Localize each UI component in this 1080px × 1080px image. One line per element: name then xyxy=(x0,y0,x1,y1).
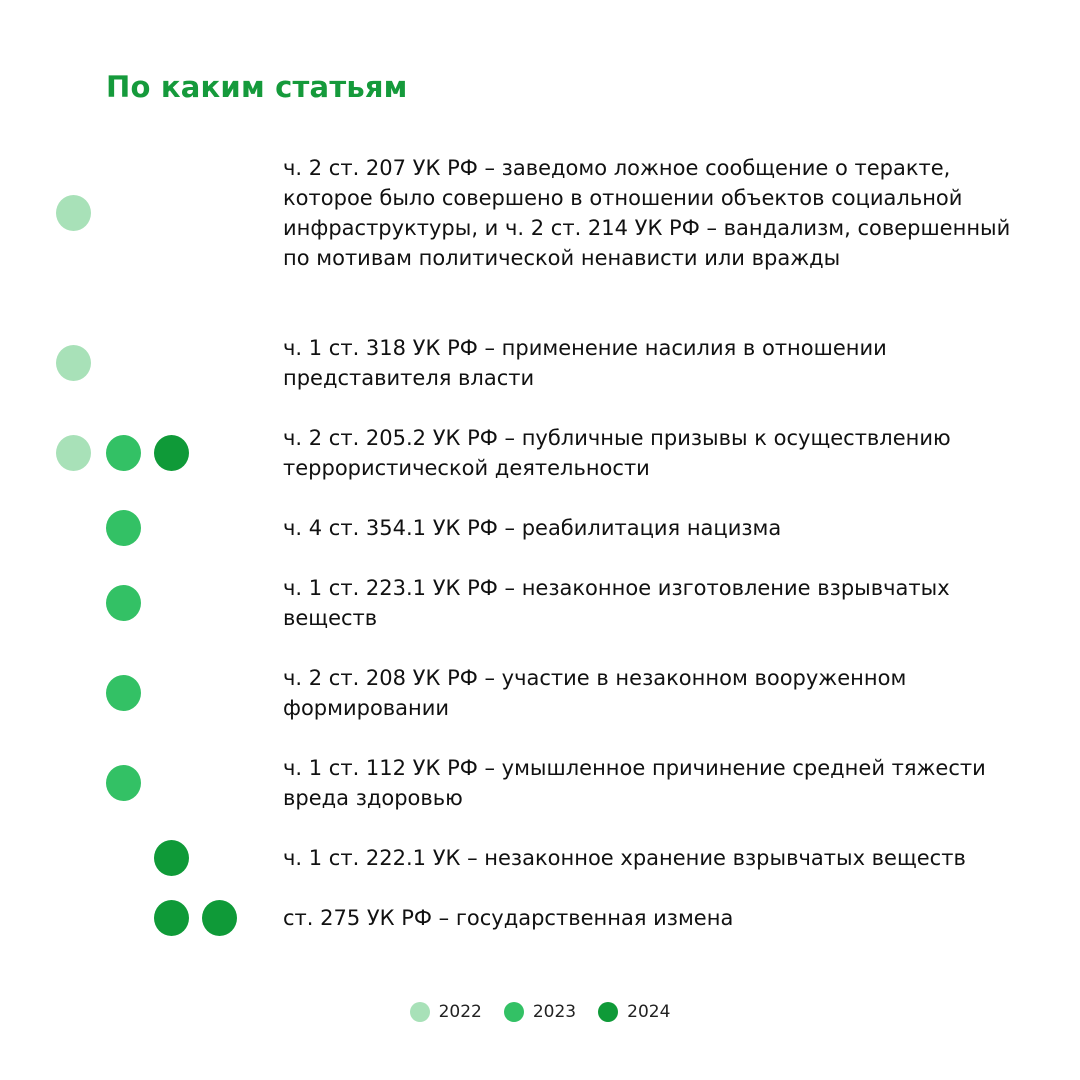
year-dots xyxy=(0,423,260,483)
dot-2022 xyxy=(56,345,91,381)
article-row xyxy=(0,423,1080,483)
article-text: ст. 275 УК РФ – государственная измена xyxy=(283,906,734,930)
article-row xyxy=(0,153,1080,273)
legend-label: 2022 xyxy=(438,1002,482,1022)
article-row xyxy=(0,573,1080,633)
article-row xyxy=(0,333,1080,393)
article-row xyxy=(0,843,1080,873)
article-row xyxy=(0,513,1080,543)
dot-2024 xyxy=(154,435,189,471)
dot-2023 xyxy=(106,675,141,711)
legend-item-2023 xyxy=(504,1002,576,1022)
dot-2024 xyxy=(154,900,189,936)
year-dots xyxy=(0,573,260,633)
chart-title: По каким статьям xyxy=(106,70,408,104)
dot-2024 xyxy=(154,840,189,876)
legend-item-2024 xyxy=(598,1002,670,1022)
legend-item-2022 xyxy=(410,1002,482,1022)
year-dots xyxy=(0,153,260,273)
article-text: ч. 1 ст. 318 УК РФ – применение насилия в отношении представителя власти xyxy=(283,336,887,390)
year-dots xyxy=(0,753,260,813)
dot-2023 xyxy=(106,510,141,546)
legend-label: 2024 xyxy=(627,1002,671,1022)
article-text: ч. 2 ст. 207 УК РФ – заведомо ложное сообщение о теракте, которое было совершено в отношении объектов социальной инфраструктуры, и ч. 2 ст. 214 УК РФ – вандализм, совершенный по мотивам политической ненависти или вражды xyxy=(283,156,1011,270)
dot-2023 xyxy=(106,435,141,471)
article-text: ч. 1 ст. 112 УК РФ – умышленное причинение средней тяжести вреда здоровью xyxy=(283,756,986,810)
article-row xyxy=(0,663,1080,723)
dot-2022 xyxy=(56,195,91,231)
legend-swatch xyxy=(504,1002,524,1022)
year-dots xyxy=(0,903,260,933)
legend xyxy=(0,999,1080,1025)
article-text: ч. 2 ст. 208 УК РФ – участие в незаконном вооруженном формировании xyxy=(283,666,907,720)
article-text: ч. 2 ст. 205.2 УК РФ – публичные призывы к осуществлению террористической деятельности xyxy=(283,426,951,480)
article-text: ч. 1 ст. 223.1 УК РФ – незаконное изготовление взрывчатых веществ xyxy=(283,576,950,630)
article-row xyxy=(0,903,1080,933)
dot-2023 xyxy=(106,765,141,801)
year-dots xyxy=(0,843,260,873)
year-dots xyxy=(0,663,260,723)
article-text: ч. 1 ст. 222.1 УК – незаконное хранение взрывчатых веществ xyxy=(283,846,966,870)
legend-swatch xyxy=(598,1002,618,1022)
dot-2022 xyxy=(56,435,91,471)
year-dots xyxy=(0,513,260,543)
dot-2024 xyxy=(202,900,237,936)
year-dots xyxy=(0,333,260,393)
legend-label: 2023 xyxy=(532,1002,577,1022)
article-row xyxy=(0,753,1080,813)
legend-swatch xyxy=(410,1002,430,1022)
article-text: ч. 4 ст. 354.1 УК РФ – реабилитация нацизма xyxy=(283,516,782,540)
dot-2023 xyxy=(106,585,141,621)
